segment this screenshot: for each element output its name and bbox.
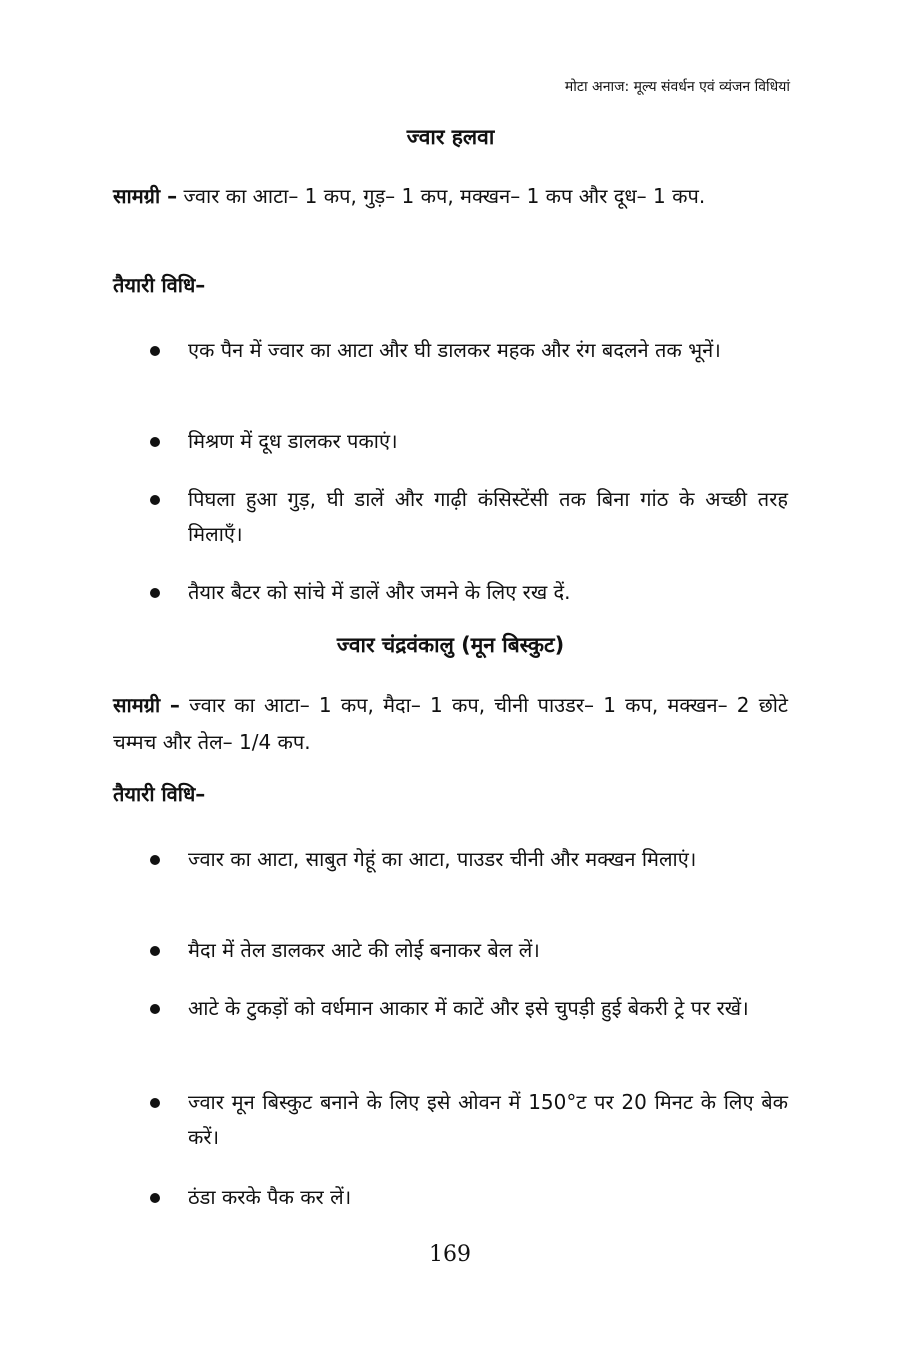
running-header: मोटा अनाज: मूल्य संवर्धन एवं व्यंजन विधियां [564, 79, 790, 95]
recipe1-method-heading: तैयारी विधि– [113, 273, 206, 297]
bullet-icon [150, 495, 160, 505]
recipe1-title: ज्वार हलवा [406, 125, 495, 149]
recipe1-step: मिश्रण में दूध डालकर पकाएं। [150, 424, 788, 459]
recipe2-ingredients [113, 687, 788, 761]
recipe2-ingredients-label: सामग्री – [113, 693, 180, 717]
recipe2-step: आटे के टुकड़ों को वर्धमान आकार में काटें और इसे चुपड़ी हुई बेकरी ट्रे पर रखें। [150, 991, 788, 1026]
recipe1-ingredients [113, 178, 788, 215]
recipe2-step: ठंडा करके पैक कर लें। [150, 1180, 788, 1215]
recipe1-step: पिघला हुआ गुड़, घी डालें और गाढ़ी कंसिस्टेंसी तक बिना गांठ के अच्छी तरह मिलाएँ। [150, 482, 788, 552]
bullet-icon [150, 1193, 160, 1203]
bullet-icon [150, 1098, 160, 1108]
bullet-icon [150, 346, 160, 356]
bullet-icon [150, 437, 160, 447]
recipe1-ingredients-label: सामग्री – [113, 184, 178, 208]
recipe1-step: तैयार बैटर को सांचे में डालें और जमने के लिए रख दें. [150, 575, 788, 610]
bullet-icon [150, 946, 160, 956]
recipe2-ingredients-text: ज्वार का आटा– 1 कप, मैदा– 1 कप, चीनी पाउडर– 1 कप, मक्खन– 2 छोटे चम्मच और तेल– 1/4 कप. [113, 693, 788, 754]
bullet-icon [150, 855, 160, 865]
bullet-icon [150, 588, 160, 598]
bullet-icon [150, 1004, 160, 1014]
recipe2-step: ज्वार मून बिस्कुट बनाने के लिए इसे ओवन में 150°ट पर 20 मिनट के लिए बेक करें। [150, 1085, 788, 1155]
page-number: 169 [429, 1242, 471, 1267]
recipe1-ingredients-text: ज्वार का आटा– 1 कप, गुड़– 1 कप, मक्खन– 1 कप और दूध– 1 कप. [177, 184, 706, 208]
recipe2-step: मैदा में तेल डालकर आटे की लोई बनाकर बेल लें। [150, 933, 788, 968]
recipe1-step: एक पैन में ज्वार का आटा और घी डालकर महक और रंग बदलने तक भूनें। [150, 333, 788, 368]
recipe2-step: ज्वार का आटा, साबुत गेहूं का आटा, पाउडर चीनी और मक्खन मिलाएं। [150, 842, 788, 877]
recipe2-title: ज्वार चंद्रवंकालु (मून बिस्कुट) [336, 633, 565, 657]
recipe2-method-heading: तैयारी विधि– [113, 782, 206, 806]
